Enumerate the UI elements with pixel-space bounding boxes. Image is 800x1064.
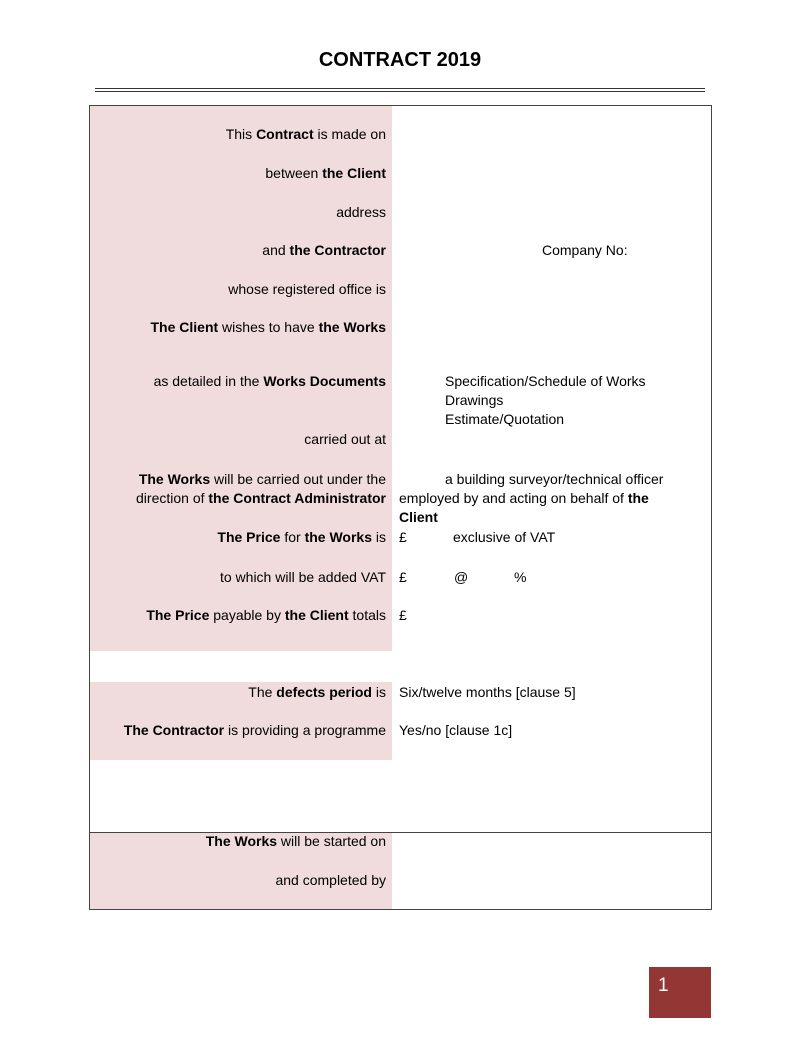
label-contract-administrator: The Works will be carried out under the direction of the Contract Administrator xyxy=(136,471,386,506)
label-registered-office: whose registered office is xyxy=(228,281,386,297)
title-rule-bottom xyxy=(95,91,705,92)
label-completion-date: and completed by xyxy=(275,872,386,888)
label-price: The Price for the Works is xyxy=(217,529,386,545)
document-title: CONTRACT 2019 xyxy=(318,49,482,71)
vat-percent: % xyxy=(514,569,527,585)
defects-period-value: Six/twelve months [clause 5] xyxy=(399,684,576,700)
label-works-documents: as detailed in the Works Documents xyxy=(153,373,386,389)
page-number-badge xyxy=(649,967,711,1018)
contract-table xyxy=(89,105,712,910)
vat-currency: £ xyxy=(399,569,407,585)
label-vat: to which will be added VAT xyxy=(219,569,386,585)
vat-at-symbol: @ xyxy=(454,569,469,585)
label-made-on: This Contract is made on xyxy=(225,126,386,142)
total-currency: £ xyxy=(399,607,407,623)
works-document-item: Drawings xyxy=(445,392,504,408)
company-no-field: Company No: xyxy=(542,242,628,258)
label-client-wishes: The Client wishes to have the Works xyxy=(150,319,386,335)
works-document-item: Estimate/Quotation xyxy=(445,411,565,427)
works-document-item: Specification/Schedule of Works xyxy=(445,373,646,389)
price-currency: £ xyxy=(399,529,407,545)
label-start-date: The Works will be started on xyxy=(205,833,386,849)
label-total: The Price payable by the Client totals xyxy=(146,607,386,623)
title-rule-top xyxy=(95,88,705,89)
label-contractor: and the Contractor xyxy=(262,242,386,258)
administrator-description: Client xyxy=(399,509,438,525)
label-address: address xyxy=(336,204,386,220)
administrator-description: a building surveyor/technical officer xyxy=(445,471,664,487)
price-exclusive-vat: exclusive of VAT xyxy=(453,529,556,545)
label-client: between the Client xyxy=(265,165,386,181)
page-number: 1 xyxy=(658,975,669,996)
label-carried-out-at: carried out at xyxy=(304,431,386,447)
label-defects-period: The defects period is xyxy=(248,684,386,700)
administrator-description: employed by and acting on behalf of the xyxy=(399,490,649,506)
programme-value: Yes/no [clause 1c] xyxy=(399,722,513,738)
label-programme: The Contractor is providing a programme xyxy=(123,722,386,738)
